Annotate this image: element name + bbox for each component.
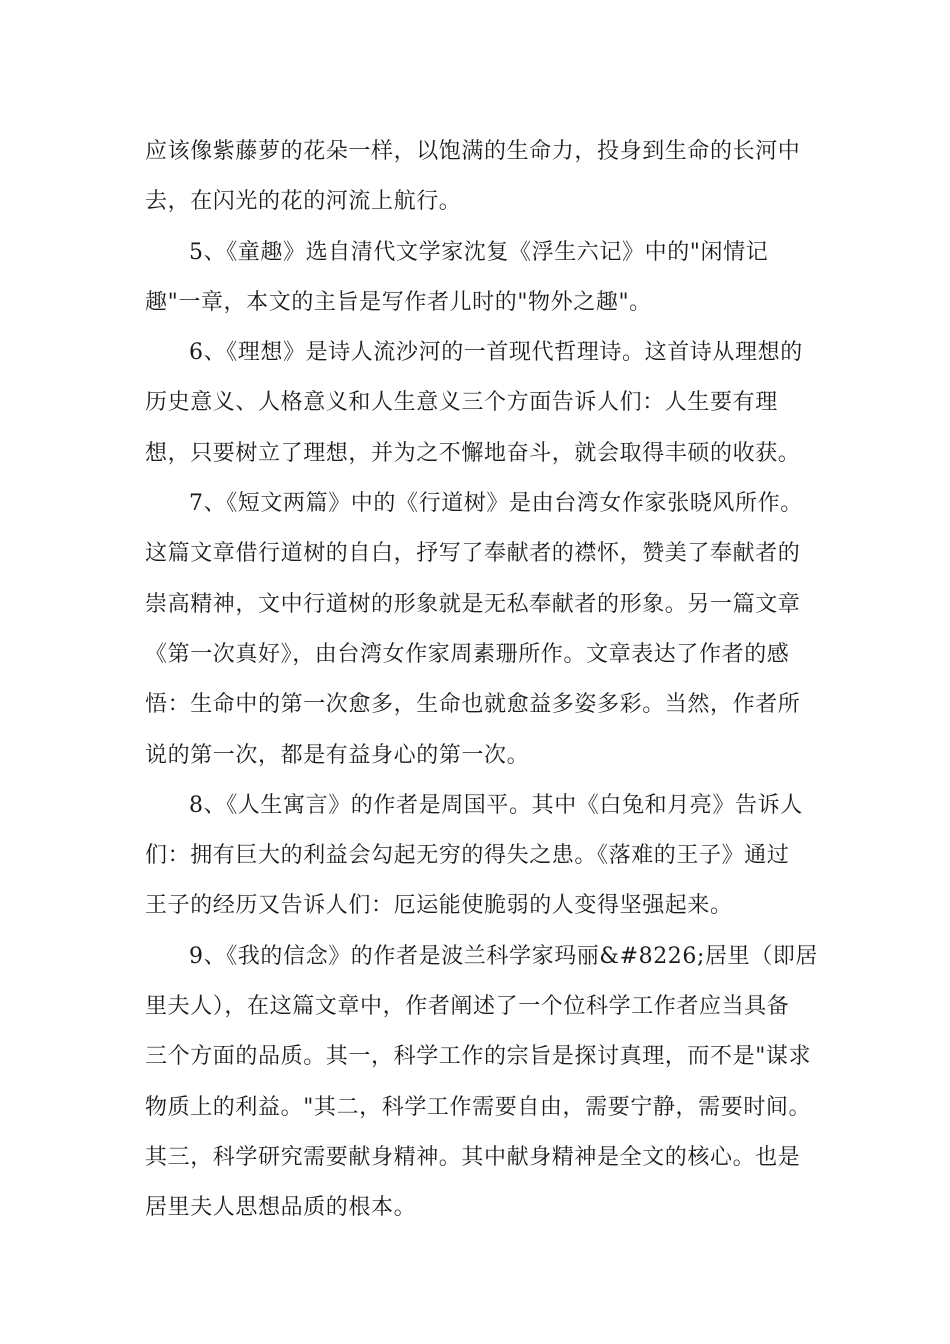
paragraph-continuation bbox=[145, 127, 810, 228]
text-line: 三个方面的品质。其一，科学工作的宗旨是探讨真理，而不是"谋求 bbox=[145, 1044, 812, 1070]
text-line: 去，在闪光的花的河流上航行。 bbox=[145, 189, 462, 215]
text-line: 物质上的利益。"其二，科学工作需要自由，需要宁静，需要时间。 bbox=[145, 1094, 812, 1120]
text-line: 这篇文章借行道树的自白，抒写了奉献者的襟怀，赞美了奉献者的 bbox=[145, 541, 801, 567]
text-line: 8、《人生寓言》的作者是周国平。其中《白兔和月亮》告诉人 bbox=[189, 792, 803, 818]
text-line: 悟：生命中的第一次愈多，生命也就愈益多姿多彩。当然，作者所 bbox=[145, 692, 801, 718]
text-line: 崇高精神，文中行道树的形象就是无私奉献者的形象。另一篇文章 bbox=[145, 591, 801, 617]
paragraph-item-8 bbox=[145, 781, 810, 932]
text-line: 说的第一次，都是有益身心的第一次。 bbox=[145, 742, 530, 768]
paragraph-item-9 bbox=[145, 932, 819, 1234]
text-line: 《第一次真好》，由台湾女作家周素珊所作。文章表达了作者的感 bbox=[145, 641, 790, 667]
text-line: 其三，科学研究需要献身精神。其中献身精神是全文的核心。也是 bbox=[145, 1144, 801, 1170]
text-line: 趣"一章，本文的主旨是写作者儿时的"物外之趣"。 bbox=[145, 289, 652, 315]
text-line: 9、《我的信念》的作者是波兰科学家玛丽&#8226;居里（即居 bbox=[189, 943, 819, 969]
paragraph-item-7 bbox=[145, 479, 810, 781]
body-text bbox=[145, 127, 819, 1234]
text-line: 历史意义、人格意义和人生意义三个方面告诉人们：人生要有理 bbox=[145, 390, 778, 416]
text-line: 5、《童趣》选自清代文学家沈复《浮生六记》中的"闲情记 bbox=[189, 239, 769, 265]
text-line: 7、《短文两篇》中的《行道树》是由台湾女作家张晓风所作。 bbox=[189, 491, 803, 517]
text-line: 应该像紫藤萝的花朵一样，以饱满的生命力，投身到生命的长河中 bbox=[145, 139, 801, 164]
paragraph-item-5 bbox=[145, 228, 810, 329]
paragraph-item-6 bbox=[145, 328, 810, 479]
text-line: 里夫人），在这篇文章中，作者阐述了一个位科学工作者应当具备 bbox=[145, 994, 790, 1020]
text-line: 们：拥有巨大的利益会勾起无穷的得失之患。《落难的王子》通过 bbox=[145, 843, 790, 869]
text-line: 居里夫人思想品质的根本。 bbox=[145, 1195, 417, 1221]
text-line: 想，只要树立了理想，并为之不懈地奋斗，就会取得丰硕的收获。 bbox=[145, 440, 801, 466]
text-line: 王子的经历又告诉人们：厄运能使脆弱的人变得坚强起来。 bbox=[145, 893, 733, 919]
text-line: 6、《理想》是诗人流沙河的一首现代哲理诗。这首诗从理想的 bbox=[189, 340, 803, 366]
